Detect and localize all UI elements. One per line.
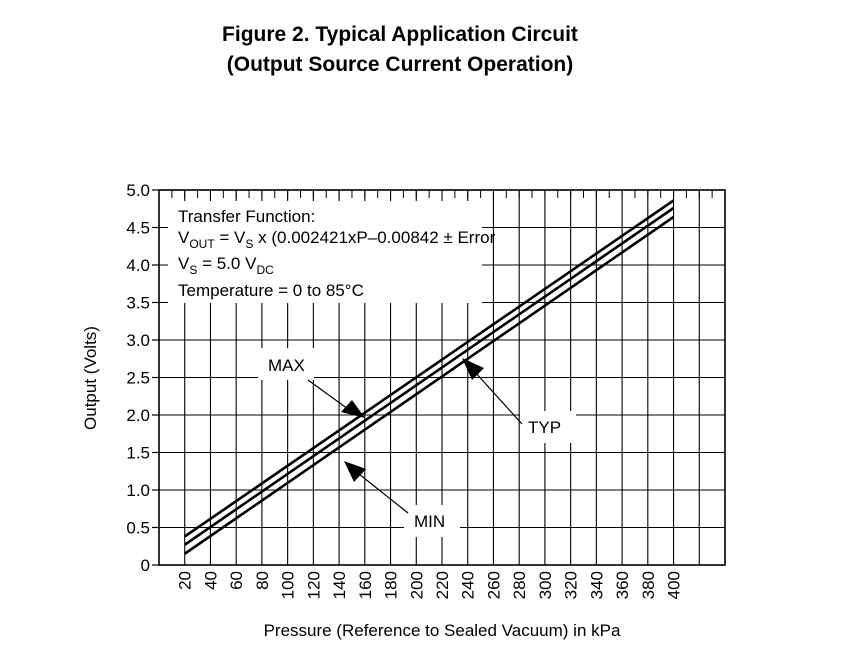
- x-tick-label: 140: [330, 571, 350, 600]
- x-tick-label: 180: [381, 571, 401, 600]
- figure-title: Figure 2. Typical Application Circuit: [222, 23, 578, 46]
- x-tick-label: 60: [227, 571, 247, 590]
- y-tick-label: 4.0: [126, 256, 150, 275]
- min-arrowhead: [344, 461, 366, 482]
- transfer-function-heading: Transfer Function:: [178, 207, 316, 226]
- figure-subtitle: (Output Source Current Operation): [226, 53, 574, 76]
- x-tick-label: 40: [201, 571, 221, 590]
- vout-equation: $V_{OUT} = V_S$ x (0.002421xP–0.00842 ± Error: [178, 228, 496, 251]
- x-tick-label: 100: [278, 571, 298, 600]
- x-tick-label: 220: [433, 571, 452, 600]
- y-tick-label: 3.0: [126, 331, 150, 350]
- x-tick-label: 300: [535, 571, 555, 600]
- x-tick-label: 200: [407, 571, 427, 600]
- x-axis-label: Pressure (Reference to Sealed Vacuum) in kPa: [263, 621, 621, 640]
- y-tick-label: 1.0: [126, 481, 150, 500]
- y-tick-label: 1.5: [126, 443, 150, 463]
- max-label: MAX: [268, 356, 305, 375]
- x-tick-label: 80: [252, 571, 272, 590]
- vs-equation: $V_S = 5.0$ $V_{DC}$: [178, 254, 274, 277]
- y-tick-label: 4.5: [126, 218, 150, 238]
- x-tick-label: 400: [664, 571, 684, 600]
- y-tick-label: 5.0: [126, 181, 150, 200]
- y-tick-label: 0.5: [126, 518, 150, 538]
- typ-arrowhead: [462, 358, 484, 380]
- temperature-range: Temperature = 0 to 85°C: [178, 281, 364, 300]
- min-label: MIN: [414, 512, 446, 531]
- max-leader: [308, 380, 365, 418]
- x-tick-label: 360: [613, 571, 633, 600]
- x-tick-label: 380: [638, 571, 658, 600]
- x-tick-label: 340: [587, 571, 607, 600]
- y-tick-label: 3.5: [126, 293, 150, 313]
- typ-leader: [462, 358, 522, 424]
- x-tick-label: 280: [510, 571, 530, 600]
- y-tick-label: 2.5: [126, 368, 150, 388]
- x-tick-label: 160: [355, 571, 375, 600]
- y-tick-label: 2.0: [126, 406, 150, 425]
- x-tick-label: 320: [561, 571, 581, 600]
- x-tick-label: 240: [458, 571, 478, 600]
- x-tick-label: 260: [484, 571, 504, 600]
- x-tick-label: 20: [175, 571, 195, 590]
- y-tick-label: 0: [140, 556, 150, 575]
- x-tick-label: 120: [304, 571, 324, 600]
- min-leader: [344, 461, 408, 513]
- y-axis-label: Output (Volts): [81, 326, 100, 430]
- typ-label: TYP: [528, 418, 562, 437]
